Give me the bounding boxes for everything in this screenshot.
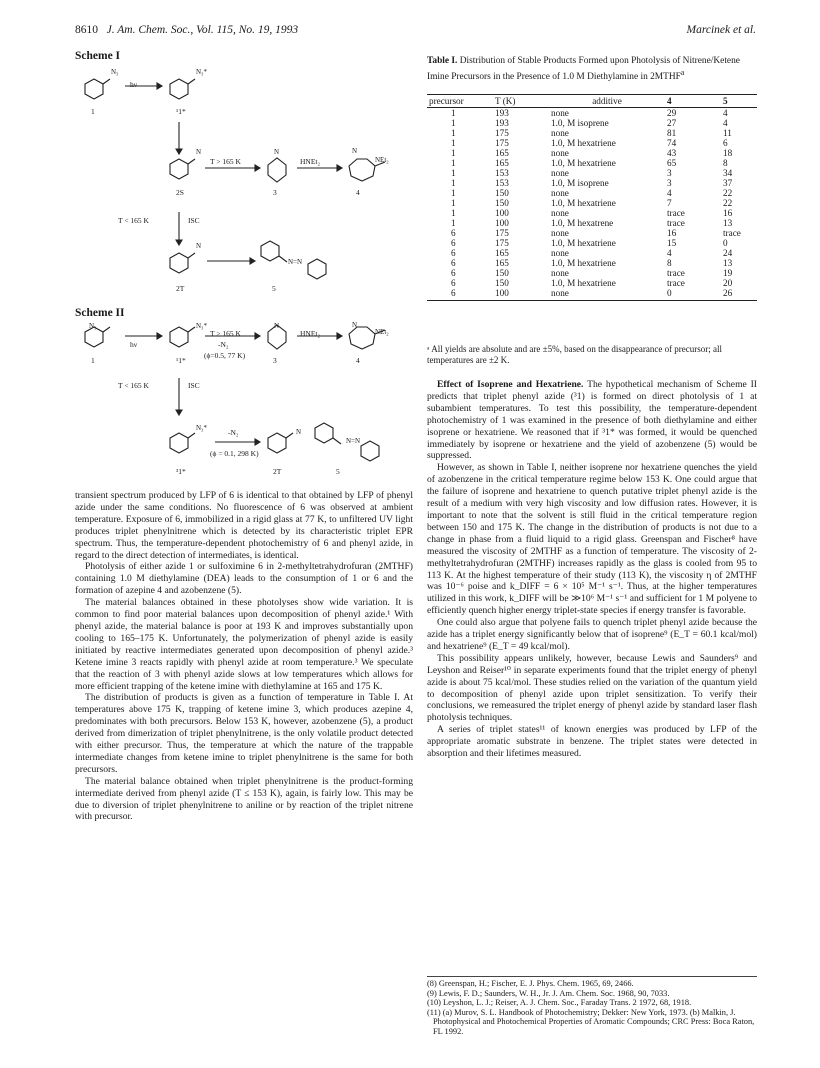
cell-yield-5: trace: [723, 228, 741, 238]
table-caption-text: Distribution of Stable Products Formed upon Photolysis of Nitrene/Ketene Imine Precursors in the Presence of 1.0 M Diethylamine in 2MTHF: [427, 56, 740, 83]
cell-precursor: 1: [451, 208, 456, 218]
table-row: [427, 168, 757, 178]
running-header-left: [75, 24, 298, 36]
left-paragraph-5: The material balance obtained when triplet phenylnitrene is the product-forming intermediate derived from phenyl azide (T ≤ 153 K), again, is fairly low. This may be due to diversion of triplet phenylnitrene to aniline or by reaction of the triplet nitrene with precursor.: [75, 775, 413, 823]
s2-net2: NEt₂: [375, 328, 389, 336]
cell-temperature: 150: [495, 188, 509, 198]
cell-precursor: 6: [451, 228, 456, 238]
cell-additive: 1.0, M hexatriene: [551, 258, 616, 268]
s1-n-4: N: [352, 147, 358, 155]
cell-yield-5: 26: [721, 288, 757, 301]
cell-yield-5: 8: [723, 158, 728, 168]
cell-temperature: 193: [495, 118, 509, 128]
benzene-ring-2S: [170, 159, 188, 179]
cell-yield-4: 3: [667, 178, 672, 188]
s2-benzene-2T: [268, 433, 286, 453]
cell-yield-4: 4: [667, 248, 672, 258]
table-row: [427, 198, 757, 208]
table-row: [427, 278, 757, 288]
s2-t-gt: T > 165 K: [210, 329, 241, 338]
table-row: [427, 218, 757, 228]
cell-additive: 1.0, M hexatriene: [551, 158, 616, 168]
cell-precursor: 6: [451, 248, 456, 258]
page-number: 8610: [75, 24, 98, 36]
cell-precursor: 1: [451, 178, 456, 188]
cell-yield-4: 4: [667, 188, 672, 198]
table-row: [427, 288, 757, 301]
table-caption-footnote-mark: a: [680, 68, 685, 77]
cell-precursor: 1: [451, 198, 456, 208]
s2-t-lt: T < 165 K: [118, 381, 149, 390]
s1-label-2t: 2T: [176, 284, 185, 293]
references: [427, 976, 757, 1037]
cell-additive: 1.0, M hexatriene: [551, 278, 616, 288]
cell-yield-4: trace: [667, 208, 685, 218]
cell-precursor: 1: [451, 148, 456, 158]
cell-additive: none: [551, 108, 569, 118]
scheme1-diagram: [75, 62, 420, 307]
s2-label-1star: ¹1*: [176, 356, 186, 365]
cell-additive: none: [551, 248, 569, 258]
ketene-imine-ring-3: [268, 158, 286, 182]
cell-yield-5: 16: [723, 208, 733, 218]
right-paragraph-5: A series of triplet states¹¹ of known energies was produced by LFP of the appropriate aromatic substrate in benzene. The triplet states were detected in absorption and their lifetimes measured.: [427, 724, 757, 760]
s2-label-4: 4: [356, 356, 360, 365]
table-row: [427, 128, 757, 138]
cell-additive: 1.0, M isoprene: [551, 178, 609, 188]
cell-temperature: 175: [495, 128, 509, 138]
s2-n3star-b: N₃*: [196, 424, 207, 432]
s2-n3: N₃: [89, 322, 97, 330]
cell-temperature: 193: [495, 108, 509, 118]
s1-t-lt: T < 165 K: [118, 216, 149, 225]
scheme1-title: Scheme I: [75, 50, 121, 62]
s1-net2: NEt₂: [375, 156, 389, 164]
col-yield-5: 5: [721, 95, 757, 108]
cell-yield-4: trace: [667, 278, 685, 288]
cell-additive: none: [551, 228, 569, 238]
scheme2-title: Scheme II: [75, 307, 125, 319]
cell-precursor: 1: [451, 168, 456, 178]
cell-temperature: 100: [493, 288, 549, 301]
s1-label-4: 4: [356, 188, 360, 197]
azobenzene-ring-b: [308, 259, 326, 279]
cell-precursor: 1: [451, 118, 456, 128]
cell-precursor: 6: [427, 288, 493, 301]
s1-isc: ISC: [188, 216, 200, 225]
cell-temperature: 100: [495, 218, 509, 228]
cell-yield-4: 65: [667, 158, 677, 168]
right-paragraph-2: However, as shown in Table I, neither isoprene nor hexatriene quenches the yield of azobenzene in the critical temperature regime below 153 K. One could argue that the failure of isoprene and hexatriene to quench putative triplet phenyl azide is the result of a medium with very high viscosity and low diffusion rates. However, it is important to note that the solvent is still fluid in the critical temperature region between 150 and 175 K. The change in the distribution of products is not due to a change in phase from a fluid liquid to a rigid glass. Greenspan and Fischer⁸ have measured the viscosity of 2MTHF as a function of temperature. The viscosity of 2-methyltetrahydrofuran (2MTHF) increases rapidly as the glass is cooled from 95 to 113 K. At the highest temperature of their study (113 K), the viscosity η of 2MTHF was 10⁻⁶ poise and k_DIFF = 6 × 10⁵ M⁻¹ s⁻¹. Thus, at the higher temperatures utilized in this work, k_DIFF will be ≫10⁶ M⁻¹ s⁻¹ and sufficient for 1 M polyene to efficiently quench higher energy triplet-state species if energy transfer is favorable.: [427, 462, 757, 617]
cell-temperature: 175: [495, 238, 509, 248]
cell-yield-5: 4: [723, 108, 728, 118]
right-paragraph-1: [427, 379, 757, 462]
s2-n3star: N₃*: [196, 322, 207, 330]
reference-9: (9) Lewis, F. D.; Saunders, W. H., Jr. J. Am. Chem. Soc. 1968, 90, 7033.: [427, 988, 670, 998]
running-header-authors: Marcinek et al.: [686, 24, 756, 36]
s2-azobenzene-a: [315, 423, 333, 443]
s1-n3: N₃: [111, 68, 119, 76]
cell-yield-4: 3: [667, 168, 672, 178]
left-paragraph-1: transient spectrum produced by LFP of 6 is identical to that obtained by LFP of phenyl azide under the same conditions. No fluorescence of 6 was observed at ambient temperature. Exposure of 6, immobilized in a rigid glass at 77 K, to unfiltered UV light produces triplet phenylnitrene which is detected by its characteristic triplet EPR spectrum. Thus, the temperature-dependent photochemistry of 6 and phenyl azide, in regard to the direct detection of intermediates, is identical.: [75, 490, 413, 561]
cell-temperature: 150: [495, 268, 509, 278]
cell-yield-5: 37: [723, 178, 733, 188]
s2-hv: hν: [130, 340, 138, 349]
cell-additive: none: [551, 208, 569, 218]
col-yield-4: 4: [665, 95, 721, 108]
table-caption: [427, 56, 757, 83]
journal-citation: J. Am. Chem. Soc., Vol. 115, No. 19, 1993: [106, 24, 299, 36]
cell-temperature: 165: [495, 158, 509, 168]
cell-yield-4: 81: [667, 128, 677, 138]
cell-yield-4: 16: [667, 228, 677, 238]
table-row: [427, 158, 757, 168]
cell-yield-5: 4: [723, 118, 728, 128]
table-row: [427, 188, 757, 198]
azobenzene-ring-a: [261, 241, 279, 261]
cell-yield-5: 6: [723, 138, 728, 148]
cell-additive: none: [551, 188, 569, 198]
s1-label-2s: 2S: [176, 188, 184, 197]
table-row: [427, 238, 757, 248]
right-column-text: [427, 379, 757, 760]
s1-nn: N=N: [288, 258, 303, 266]
table-row: [427, 268, 757, 278]
cell-additive: 1.0, M hexatriene: [551, 238, 616, 248]
cell-yield-5: 13: [723, 218, 733, 228]
s2-azobenzene-b: [361, 441, 379, 461]
cell-temperature: 150: [495, 278, 509, 288]
azepine-ring-4: [349, 159, 375, 181]
s2-benzene-1: [85, 327, 103, 347]
cell-precursor: 6: [451, 268, 456, 278]
cell-additive: 1.0, M hexatrene: [551, 218, 614, 228]
cell-yield-5: 34: [723, 168, 733, 178]
s2-label-5: 5: [336, 467, 340, 476]
cell-temperature: 153: [495, 168, 509, 178]
s2-benzene-31star: [170, 433, 188, 453]
s2-n-2t: N: [296, 428, 302, 436]
cell-yield-4: trace: [667, 218, 685, 228]
s1-label-5: 5: [272, 284, 276, 293]
s2-n-4: N: [352, 321, 358, 329]
s2-isc: ISC: [188, 381, 200, 390]
cell-yield-5: 0: [723, 238, 728, 248]
cell-yield-5: 11: [723, 128, 732, 138]
cell-yield-4: 7: [667, 198, 672, 208]
s2-label-2t: 2T: [273, 467, 282, 476]
table-row: [427, 118, 757, 128]
s1-hv: hν: [130, 80, 138, 89]
col-additive: additive: [549, 95, 665, 108]
cell-temperature: 175: [495, 138, 509, 148]
cell-yield-4: 74: [667, 138, 677, 148]
left-paragraph-2: Photolysis of either azide 1 or sulfoximine 6 in 2-methyltetrahydrofuran (2MTHF) containing 1.0 M diethylamine (DEA) leads to the consumption of 1 or 6 and the formation of azepine 4 and azobenzene (5).: [75, 561, 413, 597]
table-row: [427, 108, 757, 119]
cell-precursor: 1: [451, 138, 456, 148]
table-row: [427, 228, 757, 238]
cell-temperature: 100: [495, 208, 509, 218]
cell-precursor: 1: [451, 128, 456, 138]
cell-additive: none: [551, 268, 569, 278]
cell-precursor: 1: [451, 158, 456, 168]
cell-yield-4: trace: [667, 268, 685, 278]
cell-additive: 1.0, M hexatriene: [551, 138, 616, 148]
cell-yield-4: 8: [667, 258, 672, 268]
table-caption-label: Table I.: [427, 56, 458, 66]
table-header-row: [427, 95, 757, 108]
right-paragraph-3: One could also argue that polyene fails to quench triplet phenyl azide because the azide has a triplet energy significantly below that of isoprene⁹ (E_T = 60.1 kcal/mol) and hexatriene⁹ (E_T = 49 kcal/mol).: [427, 617, 757, 652]
s2-label-31star: ³1*: [176, 467, 186, 476]
cell-yield-4: 29: [667, 108, 677, 118]
cell-temperature: 175: [495, 228, 509, 238]
cell-yield-5: 18: [723, 148, 733, 158]
cell-additive: none: [551, 168, 569, 178]
cell-yield-5: 22: [723, 198, 733, 208]
reference-10: (10) Leyshon, L. J.; Reiser, A. J. Chem. Soc., Faraday Trans. 2 1972, 68, 1918.: [427, 998, 692, 1008]
cell-additive: none: [549, 288, 665, 301]
table-row: [427, 178, 757, 188]
s2-label-3: 3: [273, 356, 277, 365]
cell-precursor: 6: [451, 238, 456, 248]
left-paragraph-3: The material balances obtained in these photolyses show wide variation. It is common to find poor material balances upon decomposition of phenyl azide.¹ With phenyl azide, the material balance is poor at 193 K and improves substantially upon cooling to 165–175 K. Unfortunately, the polymerization of phenyl azide is easily initiated by reactive intermediates generated upon decomposition of phenyl azide.³ Ketene imine 3 reacts rapidly with phenyl azide at room temperature.³ We speculate that the reaction of 3 with phenyl azide slows at low temperatures which allows for more efficient trapping of the ketene imine with diethylamine at 165 and 175 K.: [75, 597, 413, 692]
s2-nn: N=N: [346, 437, 361, 445]
s1-n-2s: N: [196, 148, 202, 156]
left-column-text: [75, 490, 413, 823]
reference-8: (8) Greenspan, H.; Fischer, E. J. Phys. Chem. 1965, 69, 2466.: [427, 979, 634, 988]
s1-hnet2: HNEt₂: [300, 157, 321, 166]
s2-phi2: (ϕ = 0.1, 298 K): [210, 449, 259, 458]
s2-n-3: N: [274, 322, 280, 330]
s1-label-3: 3: [273, 188, 277, 197]
cell-precursor: 1: [451, 188, 456, 198]
table-footnote: ᵃ All yields are absolute and are ±5%, based on the disappearance of precursor; all temperatures are ±2 K.: [427, 344, 723, 365]
benzene-ring-1: [85, 79, 103, 99]
reference-11: (11) (a) Murov, S. L. Handbook of Photochemistry; Dekker: New York, 1973. (b) Malkin, J. Photophysical and Photochemical Properties of Aromatic Compounds; CRC Press: Boca Raton, FL 1992.: [427, 1007, 755, 1036]
s2-hnet2: HNEt₂: [300, 329, 321, 338]
scheme2-diagram: [75, 320, 420, 490]
s2-label-1: 1: [91, 356, 95, 365]
section-heading: Effect of Isoprene and Hexatriene.: [437, 379, 584, 390]
table-row: [427, 258, 757, 268]
s2-minus-n2: -N₂: [218, 340, 229, 349]
table-row: [427, 208, 757, 218]
cell-yield-5: 24: [723, 248, 733, 258]
cell-yield-5: 22: [723, 188, 733, 198]
s2-azepine-4: [349, 327, 375, 349]
cell-additive: 1.0, M hexatriene: [551, 198, 616, 208]
cell-yield-4: 27: [667, 118, 677, 128]
cell-additive: none: [551, 148, 569, 158]
cell-additive: 1.0, M isoprene: [551, 118, 609, 128]
s1-t-gt: T > 165 K: [210, 157, 241, 166]
cell-temperature: 165: [495, 258, 509, 268]
table-row: [427, 148, 757, 158]
cell-yield-5: 19: [723, 268, 733, 278]
cell-precursor: 1: [451, 218, 456, 228]
col-temperature: T (K): [493, 95, 549, 108]
s2-benzene-1star: [170, 327, 188, 347]
s2-phi1: (ϕ=0.5, 77 K): [204, 351, 246, 360]
cell-yield-4: 15: [667, 238, 677, 248]
cell-temperature: 153: [495, 178, 509, 188]
table-row: [427, 138, 757, 148]
cell-temperature: 165: [495, 248, 509, 258]
benzene-ring-1star: [170, 79, 188, 99]
products-table: [427, 94, 757, 301]
cell-precursor: 1: [451, 108, 456, 118]
s2-minus-n2-b: -N₂: [228, 428, 239, 437]
cell-additive: none: [551, 128, 569, 138]
cell-yield-5: 20: [723, 278, 733, 288]
cell-precursor: 6: [451, 278, 456, 288]
benzene-ring-2T: [170, 253, 188, 273]
s1-n-3: N: [274, 148, 280, 156]
s1-n3star: N₃*: [196, 68, 207, 76]
cell-yield-4: 43: [667, 148, 677, 158]
right-paragraph-1-text: The hypothetical mechanism of Scheme II predicts that triplet phenyl azide (³1) is formed on direct photolysis of 1 at subambient temperatures. To test this possibility, the temperature-dependent photochemistry of 1 was examined in the presence of both diethylamine and either isoprene or hexatriene. We reasoned that if ³1* was formed, it would be quenched immediately by isoprene or hexatriene and the yield of azobenzene (5) would be suppressed.: [427, 379, 757, 462]
table-row: [427, 248, 757, 258]
cell-yield-5: 13: [723, 258, 733, 268]
right-paragraph-4: This possibility appears unlikely, however, because Lewis and Saunders⁹ and Leyshon and Reiser¹⁰ in separate experiments found that the triplet energy of phenyl azide is about 75 kcal/mol. These studies relied on the variation of the quantum yield to decomposition of phenyl azide upon triplet sensitization. To verify their conclusions, we remeasured the triplet energy of phenyl azide by standard laser flash photolysis techniques.: [427, 652, 757, 724]
s1-label-1star: ¹1*: [176, 107, 186, 116]
cell-temperature: 150: [495, 198, 509, 208]
cell-precursor: 6: [451, 258, 456, 268]
left-paragraph-4: The distribution of products is given as a function of temperature in Table I. At temperatures above 175 K, trapping of ketene imine 3, which produces azepine 4, predominates with both precursors. Below 153 K, however, azobenzene (5), a product derived from dimerization of triplet phenylnitrene, is the only volatile product detected with either precursor. Thus, the temperature at which the nature of the trappable intermediate changes from ketene imine to triplet phenylnitrene is the same for both precursors.: [75, 692, 413, 775]
cell-yield-4: 0: [665, 288, 721, 301]
col-precursor: precursor: [427, 95, 493, 108]
cell-temperature: 165: [495, 148, 509, 158]
s1-label-1: 1: [91, 107, 95, 116]
s1-n-2t: N: [196, 242, 202, 250]
